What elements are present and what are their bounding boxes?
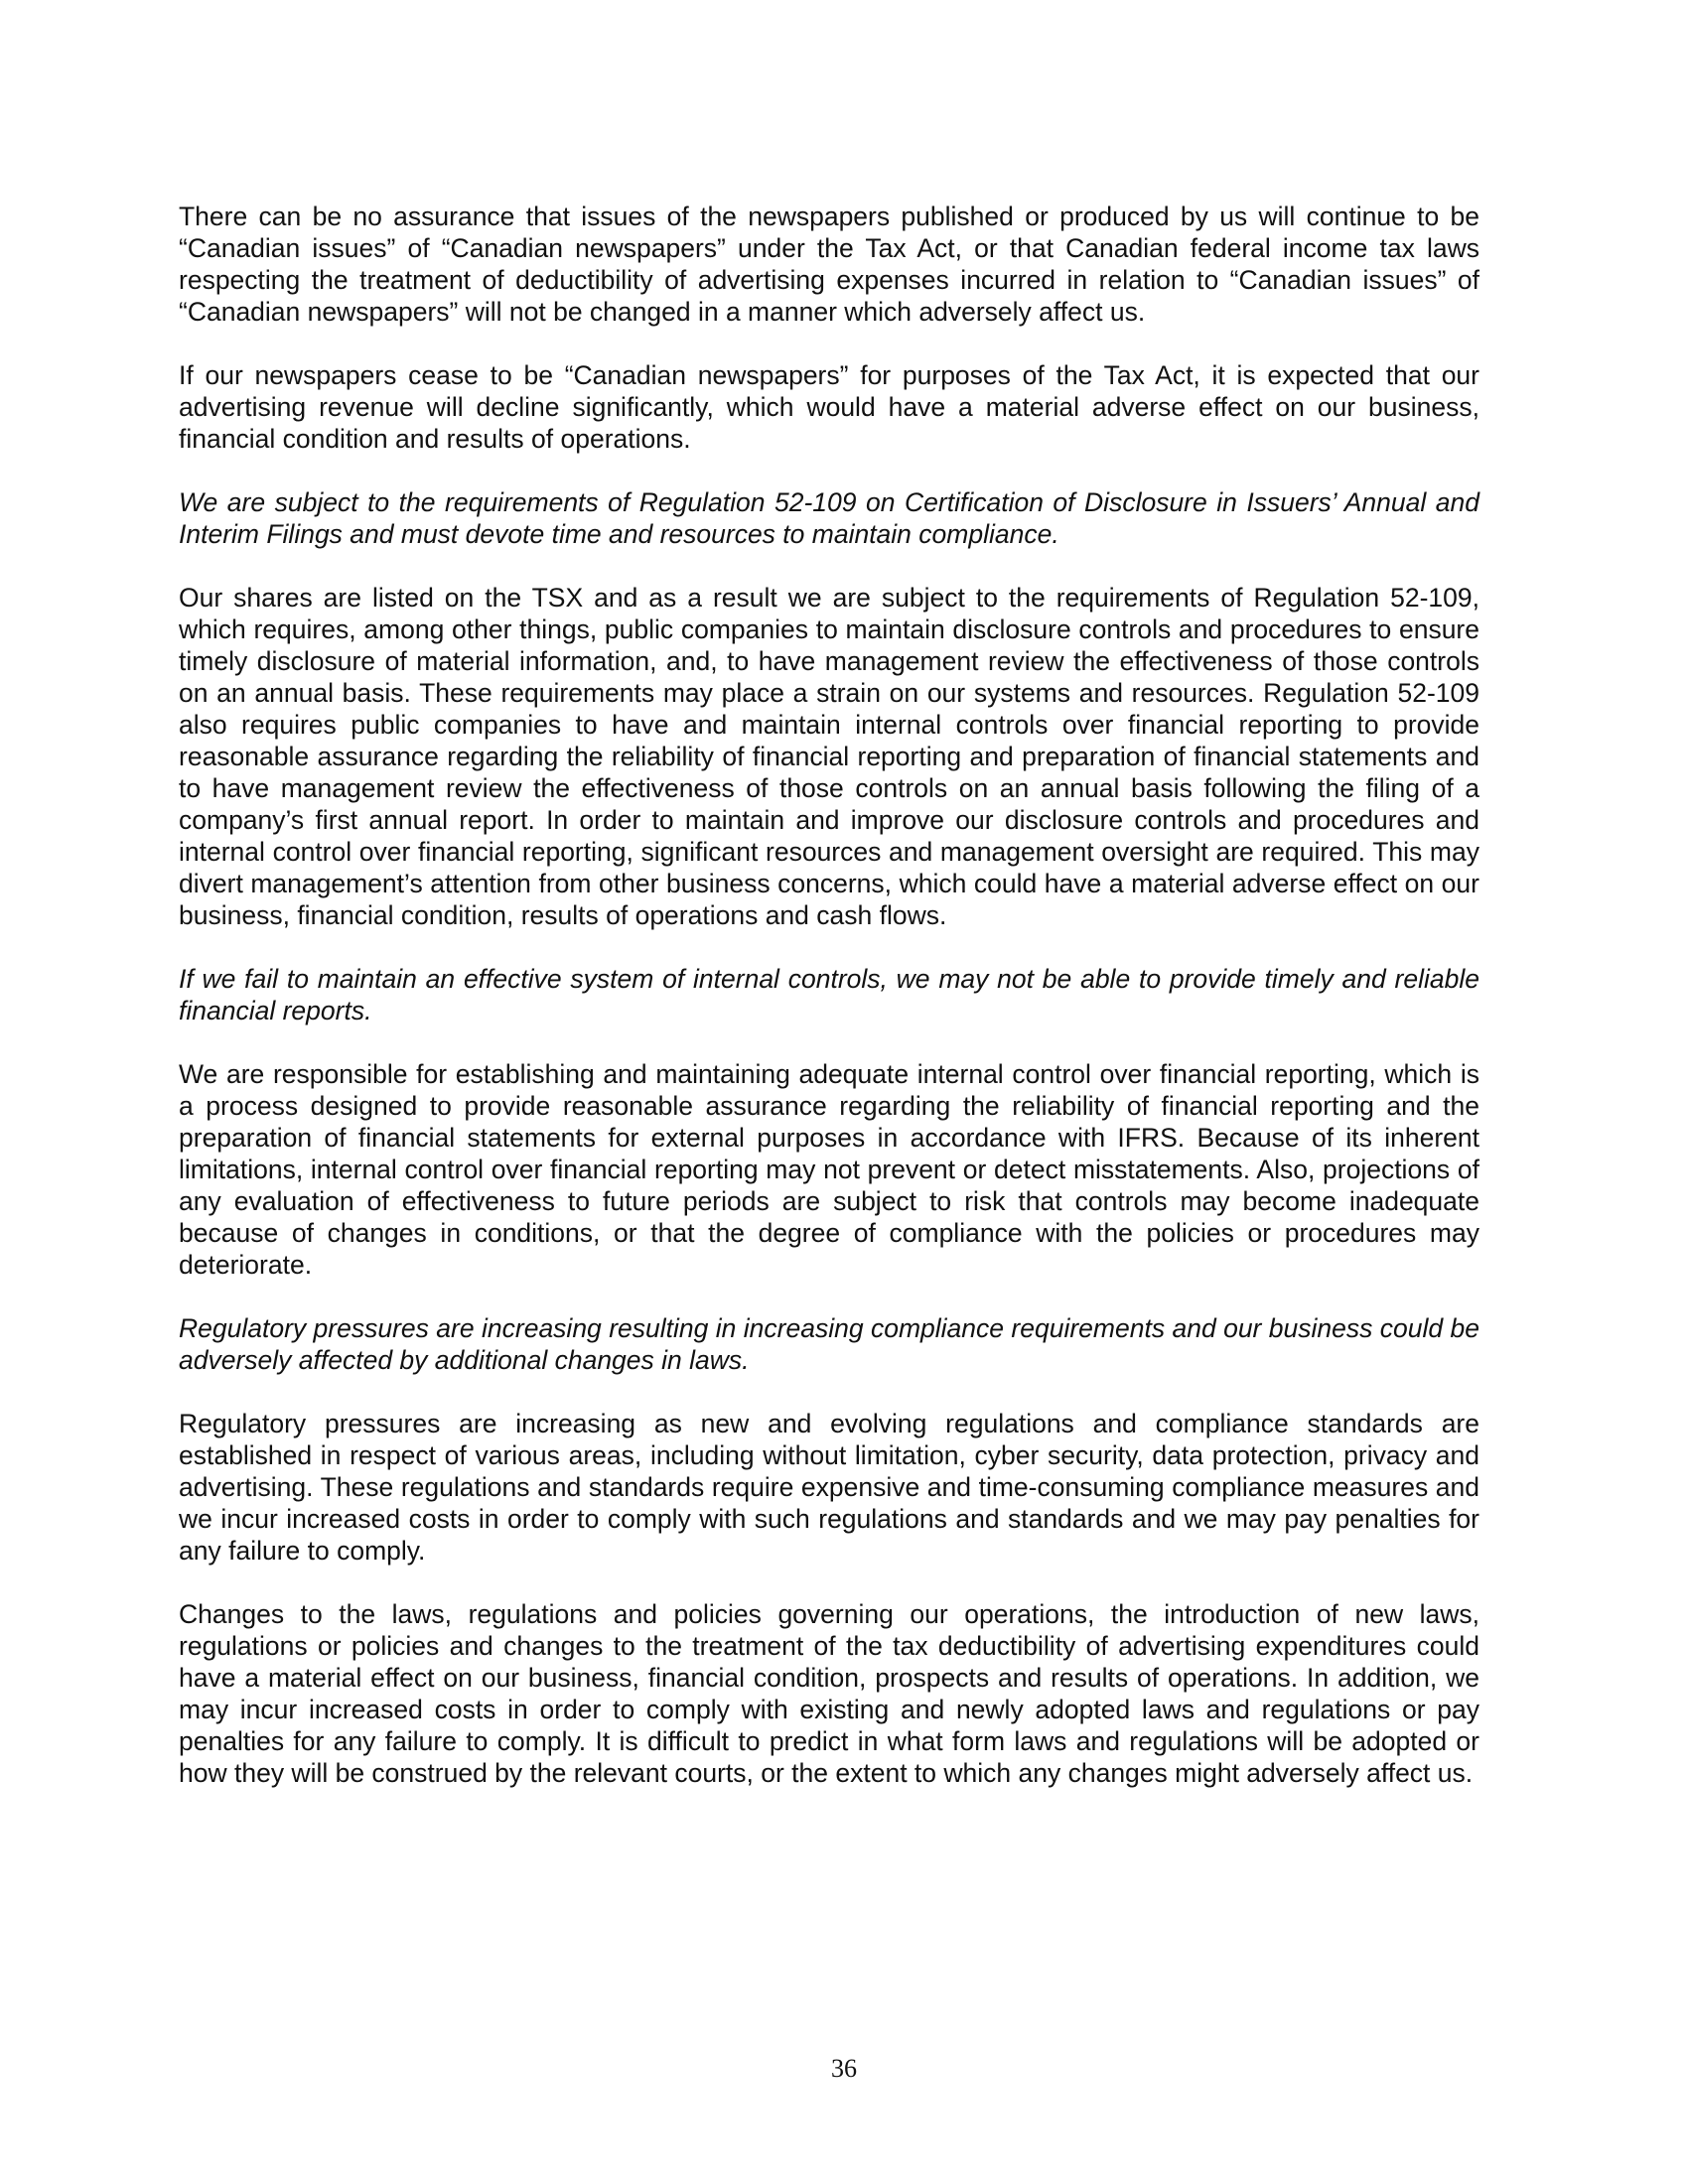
page-number: 36	[831, 2054, 857, 2083]
paragraph-changes-to-laws: Changes to the laws, regulations and policies governing our operations, the introduction of new laws, regulations or policies and changes to the treatment of the tax deductibility of advertising expenditures could have a material effect on our business, financial condition, prospects and results of operations. In addition, we may incur increased costs in order to comply with existing and newly adopted laws and regulations or pay penalties for any failure to comply. It is difficult to predict in what form laws and regulations will be adopted or how they will be construed by the relevant courts, or the extent to which any changes might adversely affect us.	[179, 1599, 1479, 1788]
paragraph-advertising-revenue: If our newspapers cease to be “Canadian newspapers” for purposes of the Tax Act, it is expected that our advertising revenue will decline significantly, which would have a material adverse effect on our business, financial condition and results of operations.	[179, 360, 1479, 454]
page-body	[179, 201, 1479, 1821]
risk-heading-internal-controls: If we fail to maintain an effective system of internal controls, we may not be able to provide timely and reliable financial reports.	[179, 964, 1479, 1025]
paragraph-internal-controls: We are responsible for establishing and maintaining adequate internal control over financial reporting, which is a process designed to provide reasonable assurance regarding the reliability of financial reporting and the preparation of financial statements for external purposes in accordance with IFRS. Because of its inherent limitations, internal control over financial reporting may not prevent or detect misstatements. Also, projections of any evaluation of effectiveness to future periods are subject to risk that controls may become inadequate because of changes in conditions, or that the degree of compliance with the policies or procedures may deteriorate.	[179, 1059, 1479, 1280]
risk-heading-regulation-52-109: We are subject to the requirements of Regulation 52-109 on Certification of Disclosure in Issuers’ Annual and Interim Filings and must devote time and resources to maintain compliance.	[179, 487, 1479, 549]
paragraph-regulation-52-109: Our shares are listed on the TSX and as a result we are subject to the requirements of Regulation 52-109, which requires, among other things, public companies to maintain disclosure controls and procedures to ensure timely disclosure of material information, and, to have management review the effectiveness of those controls on an annual basis. These requirements may place a strain on our systems and resources. Regulation 52-109 also requires public companies to have and maintain internal controls over financial reporting to provide reasonable assurance regarding the reliability of financial reporting and preparation of financial statements and to have management review the effectiveness of those controls on an annual basis following the filing of a company’s first annual report. In order to maintain and improve our disclosure controls and procedures and internal control over financial reporting, significant resources and management oversight are required. This may divert management’s attention from other business concerns, which could have a material adverse effect on our business, financial condition, results of operations and cash flows.	[179, 583, 1479, 930]
risk-heading-regulatory-pressures: Regulatory pressures are increasing resulting in increasing compliance requirements and our business could be adversely affected by additional changes in laws.	[179, 1313, 1479, 1375]
paragraph-canadian-issues: There can be no assurance that issues of the newspapers published or produced by us will continue to be “Canadian issues” of “Canadian newspapers” under the Tax Act, or that Canadian federal income tax laws respecting the treatment of deductibility of advertising expenses incurred in relation to “Canadian issues” of “Canadian newspapers” will not be changed in a manner which adversely affect us.	[179, 202, 1479, 327]
paragraph-regulatory-pressures: Regulatory pressures are increasing as new and evolving regulations and compliance standards are established in respect of various areas, including without limitation, cyber security, data protection, privacy and advertising. These regulations and standards require expensive and time-consuming compliance measures and we incur increased costs in order to comply with such regulations and standards and we may pay penalties for any failure to comply.	[179, 1409, 1479, 1566]
